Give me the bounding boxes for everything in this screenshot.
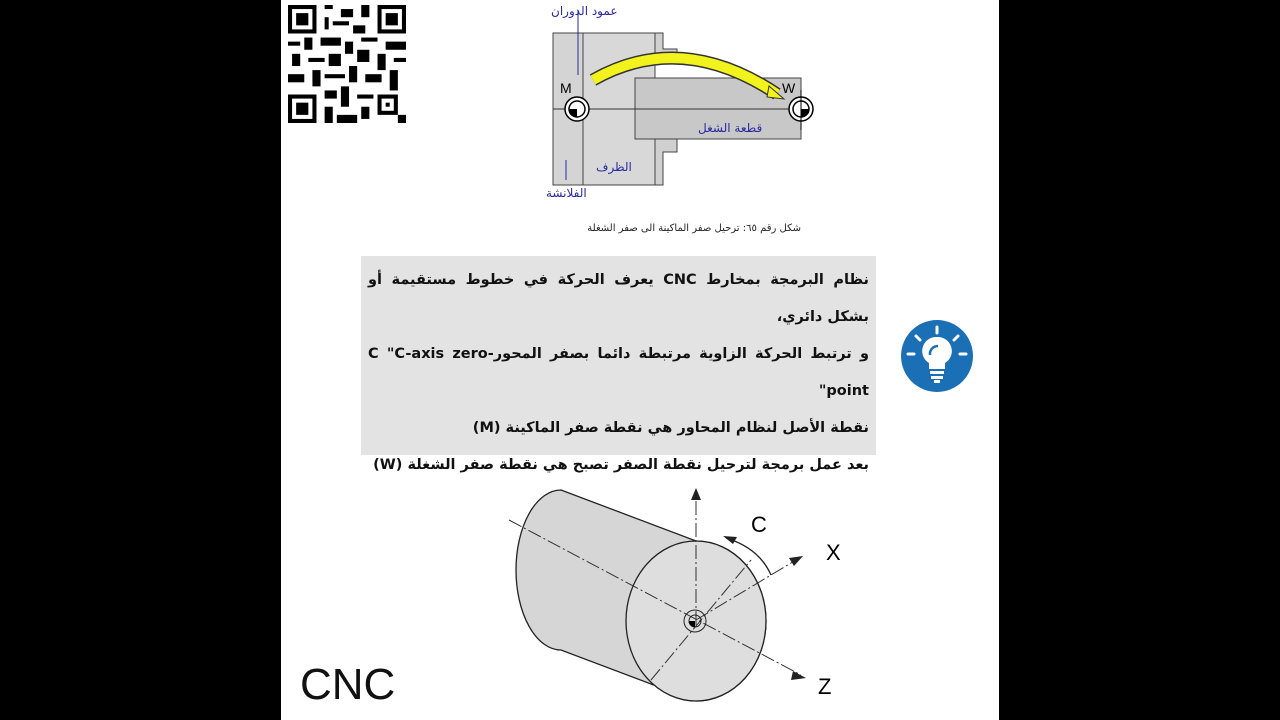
document-page	[281, 0, 999, 720]
c-axis-cylinder-figure	[501, 480, 861, 710]
qr-code	[288, 5, 406, 123]
footer-cnc-label: CNC	[300, 660, 396, 709]
figure-caption: شكل رقم ٦٥: ترحيل صفر الماكينة الى صفر الشغلة	[587, 223, 801, 234]
work-zero-label: W	[782, 80, 796, 96]
machine-zero-label: M	[560, 80, 572, 96]
info-line: و ترتبط الحركة الزاوية مرتبطة دائما بصفر المحور-C "C-axis zero point"	[368, 346, 869, 399]
workpiece-label: قطعة الشغل	[698, 121, 763, 135]
info-line: نقطة الأصل لنظام المحاور هي نقطة صفر الماكينة (M)	[472, 420, 869, 436]
rotation-axis-label: عمود الدوران	[551, 4, 618, 18]
lathe-diagram	[541, 0, 831, 215]
info-line: بعد عمل برمجة لترحيل نقطة الصفر تصبح هي نقطة صفر الشغلة (W)	[373, 457, 869, 473]
cylinder-diagram	[501, 480, 861, 710]
chuck-label: الظرف	[596, 160, 632, 174]
lightbulb-icon	[900, 319, 974, 393]
c-axis-label: C	[751, 512, 767, 537]
z-axis-label: Z	[818, 674, 832, 699]
x-axis-label: X	[826, 540, 841, 565]
lathe-zero-shift-figure	[541, 0, 831, 215]
flange-label: الفلانشة	[546, 186, 587, 200]
info-box	[361, 256, 876, 473]
info-line: نظام البرمجة بمخارط CNC يعرف الحركة في خطوط مستقيمة أو بشكل دائري،	[368, 272, 869, 325]
